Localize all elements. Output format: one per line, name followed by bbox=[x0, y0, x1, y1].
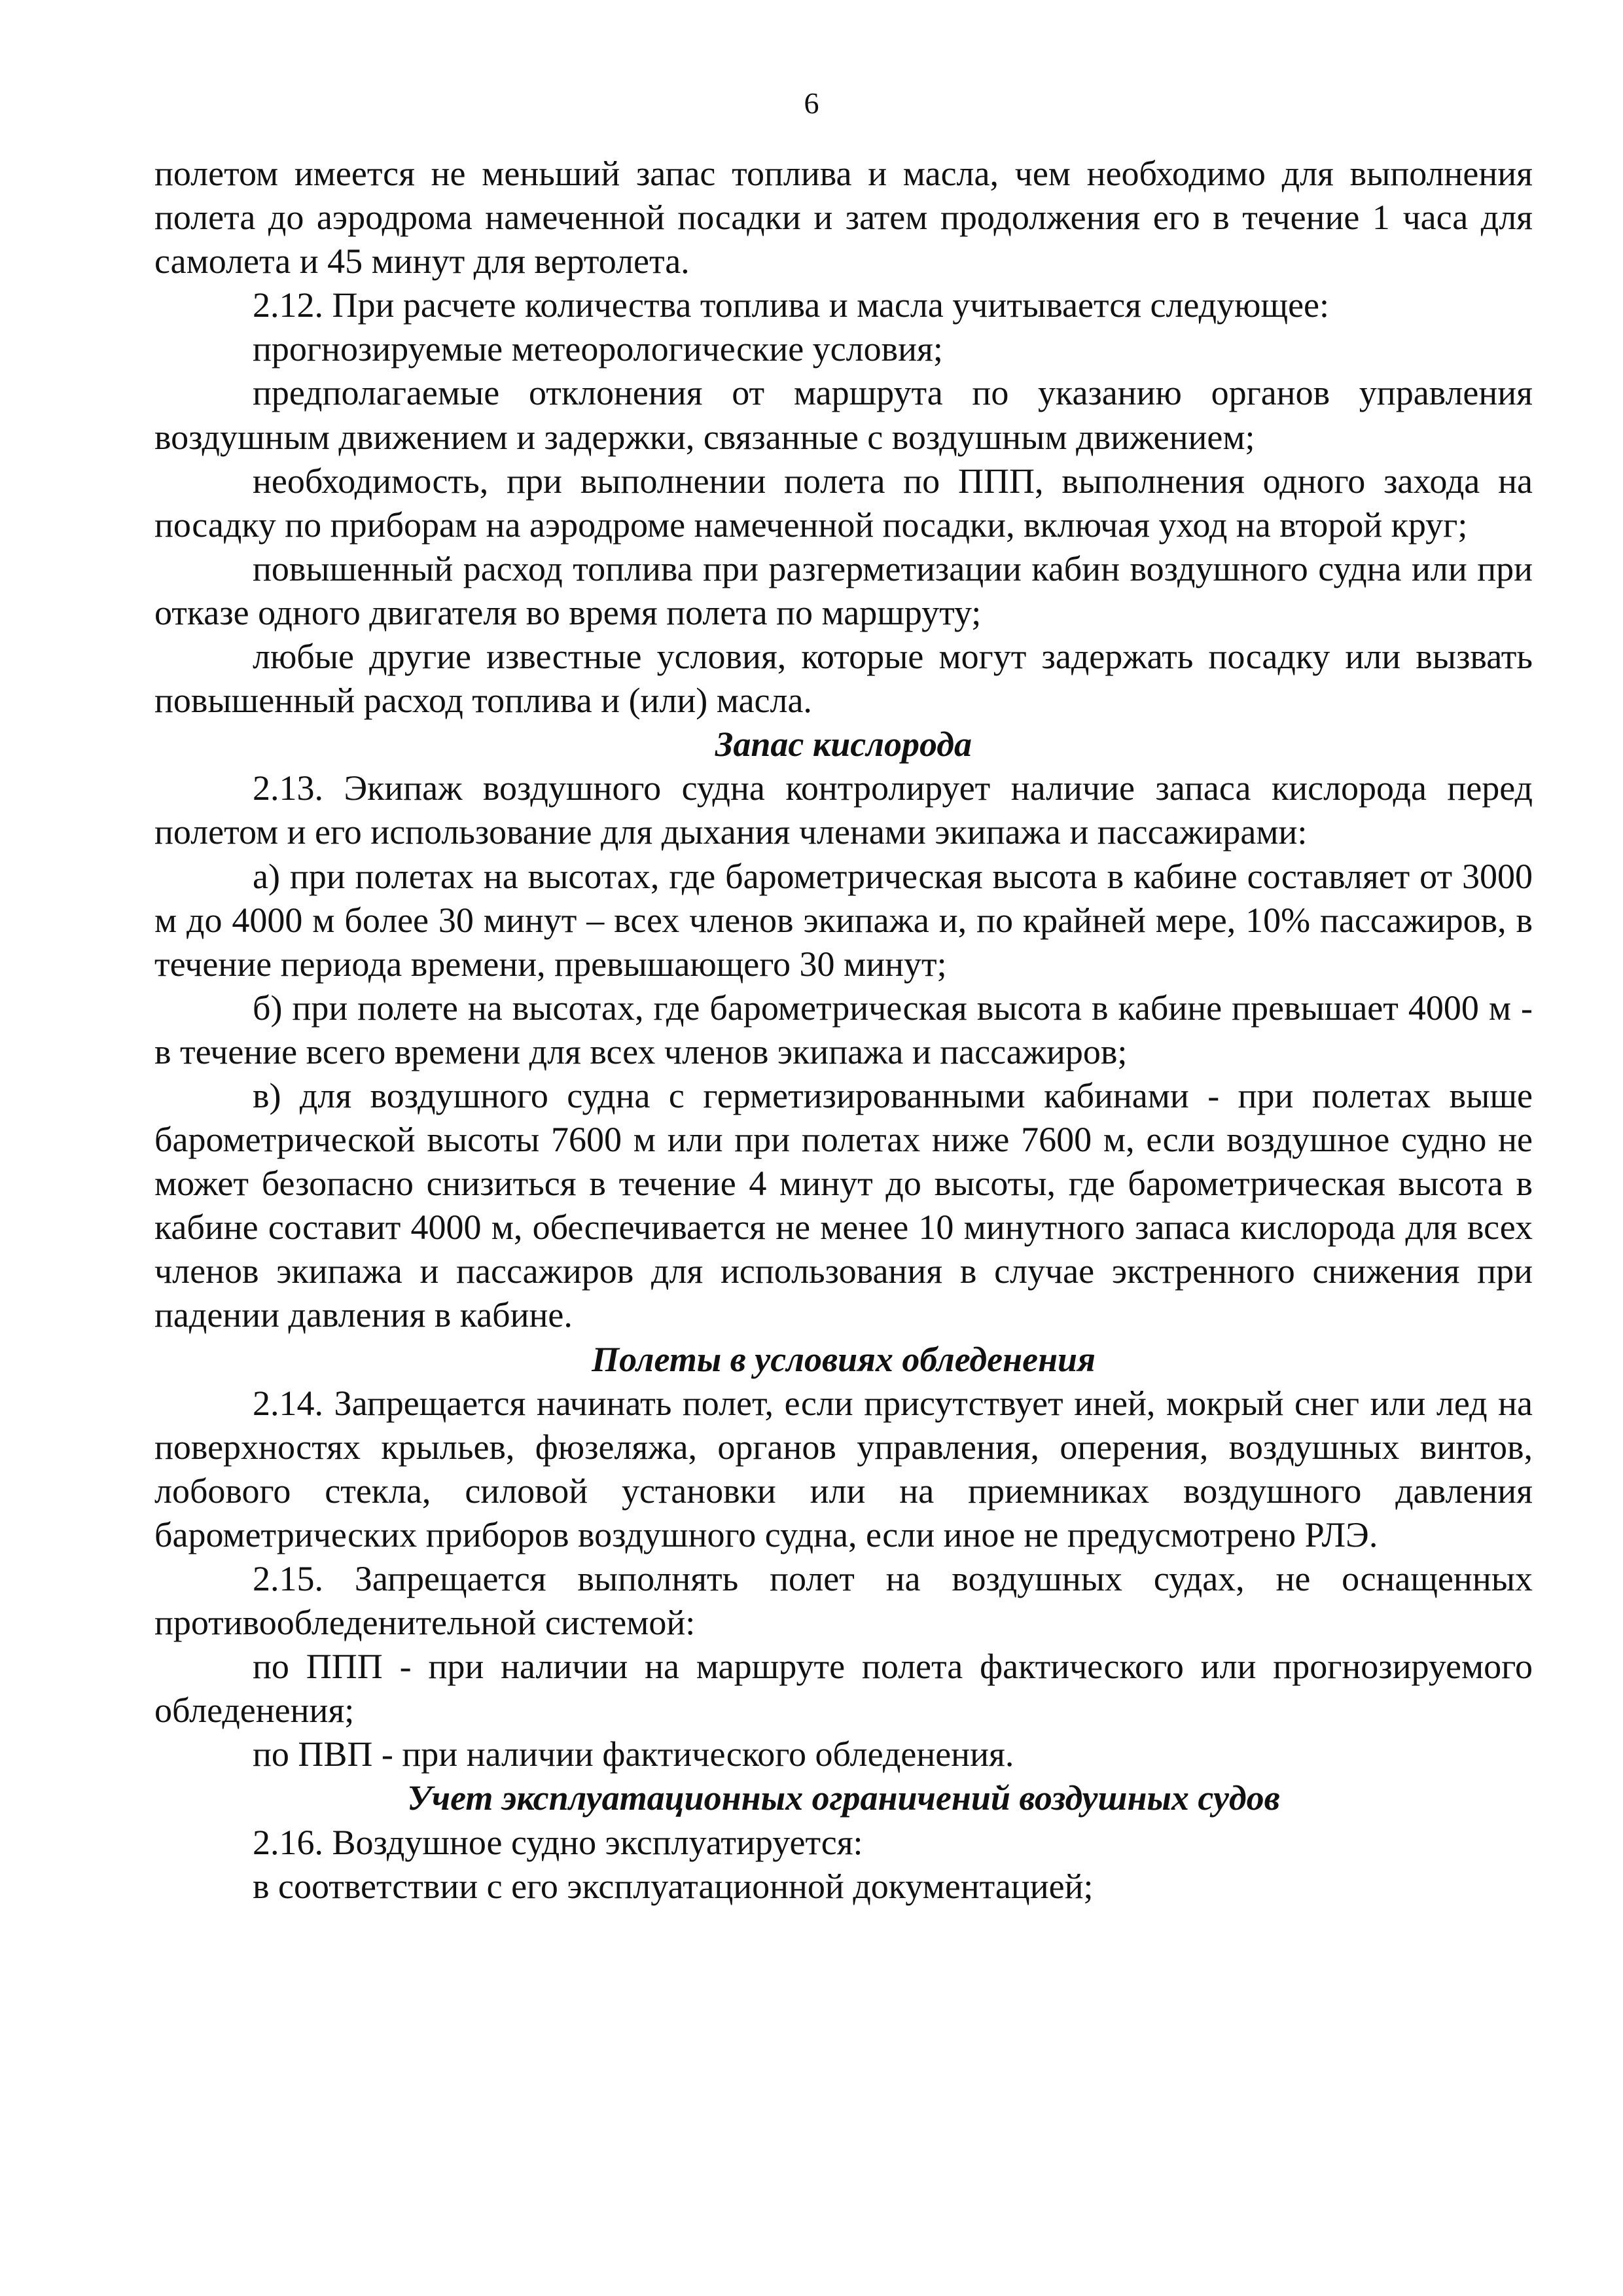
section-heading-operating-limitations: Учет эксплуатационных ограничений воздушных судов bbox=[407, 1778, 1280, 1818]
document-body bbox=[154, 152, 1533, 1909]
paragraph-2-14: 2.14. Запрещается начинать полет, если присутствует иней, мокрый снег или лед на поверхностях крыльев, фюзеляжа, органов управления, оперения, воздушных винтов, лобового стекла, силовой установки или на приемниках воздушного давления барометрических приборов воздушного судна, если иное не предусмотрено РЛЭ. bbox=[154, 1383, 1533, 1554]
list-item-weather: прогнозируемые метеорологические условия; bbox=[253, 329, 943, 369]
list-item-depressurization: повышенный расход топлива при разгерметизации кабин воздушного судна или при отказе одного двигателя во время полета по маршруту; bbox=[154, 548, 1533, 632]
section-heading-icing: Полеты в условиях обледенения bbox=[592, 1339, 1096, 1379]
list-item-route-deviations: предполагаемые отклонения от маршрута по указанию органов управления воздушным движением и задержки, связанные с воздушным движением; bbox=[154, 373, 1533, 457]
list-item-oxygen-a: а) при полетах на высотах, где барометрическая высота в кабине составляет от 3000 м до 4000 м более 30 минут – всех членов экипажа и, по крайней мере, 10% пассажиров, в течение периода времени, превышающего 30 минут; bbox=[154, 856, 1533, 984]
list-item-instrument-approach: необходимость, при выполнении полета по ППП, выполнения одного захода на посадку по приборам на аэродроме намеченной посадки, включая уход на второй круг; bbox=[154, 461, 1533, 545]
list-item-vfr-icing: по ПВП - при наличии фактического обледенения. bbox=[253, 1734, 1014, 1774]
list-item-ifr-icing: по ППП - при наличии на маршруте полета фактического или прогнозируемого обледенения; bbox=[154, 1647, 1533, 1731]
paragraph-2-15: 2.15. Запрещается выполнять полет на воздушных судах, не оснащенных противообледенительной системой: bbox=[154, 1559, 1533, 1643]
paragraph-2-16: 2.16. Воздушное судно эксплуатируется: bbox=[253, 1822, 863, 1862]
paragraph-2-13: 2.13. Экипаж воздушного судна контролирует наличие запаса кислорода перед полетом и его использование для дыхания членами экипажа и пассажирами: bbox=[154, 768, 1533, 852]
list-item-oxygen-b: б) при полете на высотах, где барометрическая высота в кабине превышает 4000 м - в течение всего времени для всех членов экипажа и пассажиров; bbox=[154, 988, 1533, 1071]
list-item-other-conditions: любые другие известные условия, которые могут задержать посадку или вызвать повышенный расход топлива и (или) масла. bbox=[154, 637, 1533, 721]
paragraph-fuel-reserve-continuation: полетом имеется не меньший запас топлива и масла, чем необходимо для выполнения полета до аэродрома намеченной посадки и затем продолжения его в течение 1 часа для самолета и 45 минут для вертолета. bbox=[154, 154, 1533, 281]
paragraph-2-12: 2.12. При расчете количества топлива и масла учитывается следующее: bbox=[253, 285, 1330, 325]
section-heading-oxygen: Запас кислорода bbox=[715, 725, 972, 764]
list-item-operating-documentation: в соответствии с его эксплуатационной документацией; bbox=[253, 1866, 1094, 1906]
page-number: 6 bbox=[804, 86, 819, 120]
list-item-oxygen-c: в) для воздушного судна с герметизированными кабинами - при полетах выше барометрической высоты 7600 м или при полетах ниже 7600 м, если воздушное судно не может безопасно снизиться в течение 4 минут до высоты, где барометрическая высота в кабине составит 4000 м, обеспечивается не менее 10 минутного запаса кислорода для всех членов экипажа и пассажиров для использования в случае экстренного снижения при падении давления в кабине. bbox=[154, 1075, 1533, 1335]
